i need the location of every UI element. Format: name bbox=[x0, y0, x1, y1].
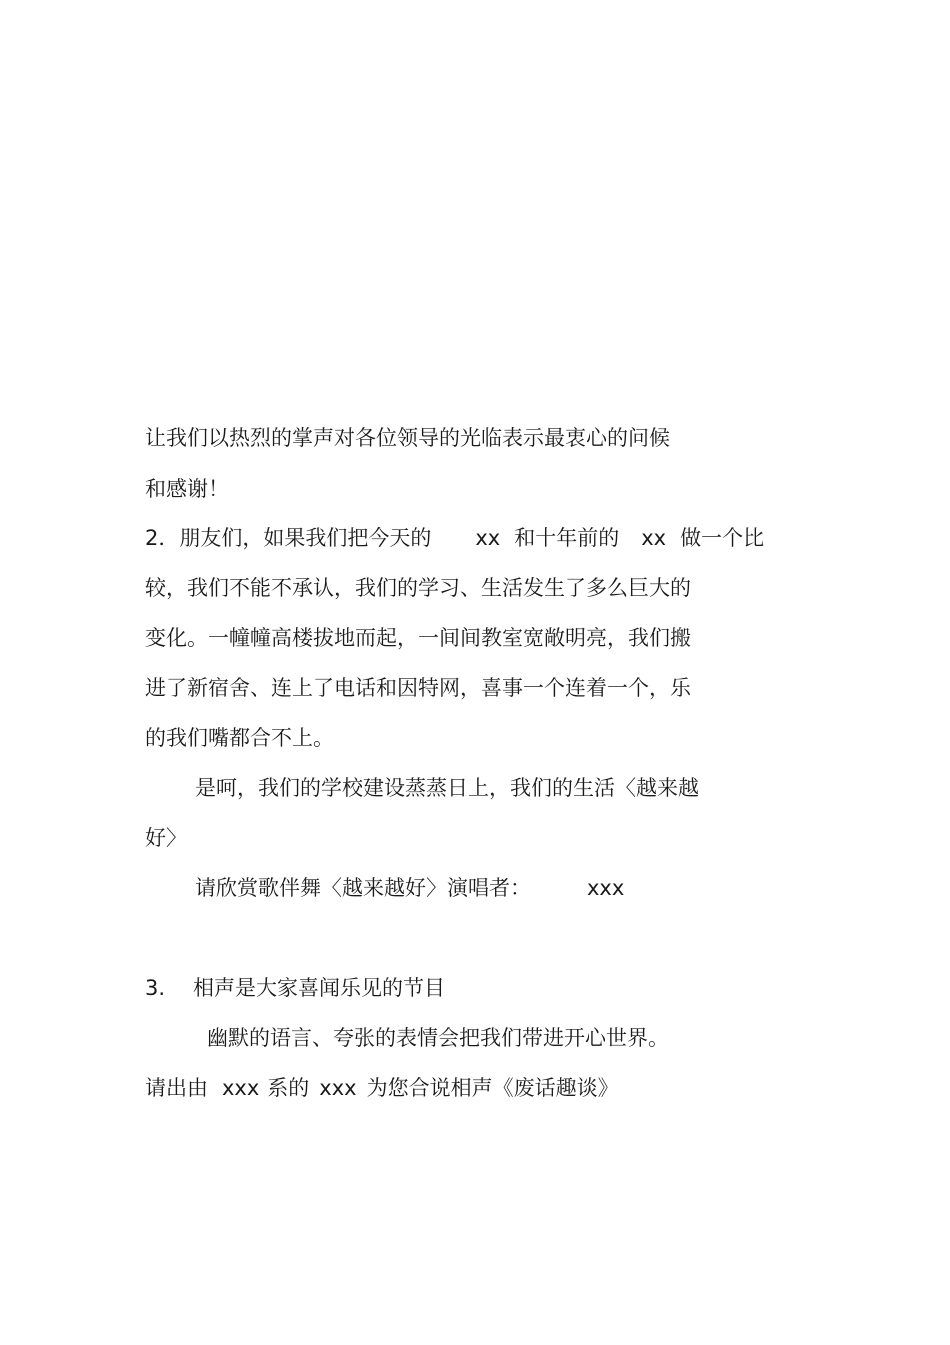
text-segment: 和十年前的 bbox=[514, 526, 620, 550]
text-segment: 请出由 bbox=[145, 1076, 208, 1100]
text-segment: 请欣赏歌伴舞〈越来越好〉演唱者： bbox=[195, 876, 531, 900]
text-line bbox=[145, 824, 187, 852]
text-segment: xxx bbox=[319, 1076, 357, 1100]
text-line bbox=[195, 874, 624, 902]
text-segment: 较，我们不能不承认，我们的学习、生活发生了多么巨大的 bbox=[145, 576, 691, 600]
text-segment: 相声是大家喜闻乐见的节目 bbox=[193, 976, 446, 1000]
text-line bbox=[145, 624, 691, 652]
text-segment: 做一个比 bbox=[680, 526, 765, 550]
text-line bbox=[207, 1024, 669, 1052]
text-line bbox=[145, 475, 229, 503]
text-segment: 进了新宿舍、连上了电话和因特网，喜事一个连着一个，乐 bbox=[145, 676, 691, 700]
text-segment: xxx bbox=[222, 1076, 260, 1100]
text-segment: 变化。一幢幢高楼拔地而起，一间间教室宽敞明亮，我们搬 bbox=[145, 626, 691, 650]
text-line bbox=[145, 724, 334, 752]
text-line bbox=[145, 974, 445, 1002]
text-line bbox=[145, 674, 691, 702]
text-line bbox=[145, 524, 764, 552]
text-line bbox=[145, 424, 670, 452]
text-segment: 是呵，我们的学校建设蒸蒸日上，我们的生活〈越来越 bbox=[195, 776, 699, 800]
text-segment: 的我们嘴都合不上。 bbox=[145, 726, 334, 750]
text-segment: 让我们以热烈的掌声对各位领导的光临表示最衷心的问候 bbox=[145, 426, 670, 450]
text-segment: 好〉 bbox=[145, 826, 187, 850]
text-segment: 和感谢！ bbox=[145, 477, 229, 501]
text-segment: 3. bbox=[145, 976, 166, 1000]
text-segment: 系的 bbox=[267, 1076, 310, 1100]
text-line bbox=[145, 1074, 619, 1102]
text-line bbox=[195, 774, 699, 802]
text-line bbox=[145, 574, 691, 602]
text-segment: xxx bbox=[587, 876, 625, 900]
text-segment: xx bbox=[475, 526, 501, 550]
text-segment: 2．朋友们，如果我们把今天的 bbox=[145, 526, 432, 550]
text-segment: xx bbox=[641, 526, 667, 550]
text-segment: 为您合说相声《废话趣谈》 bbox=[366, 1076, 619, 1100]
text-segment: 幽默的语言、夸张的表情会把我们带进开心世界。 bbox=[207, 1026, 669, 1050]
